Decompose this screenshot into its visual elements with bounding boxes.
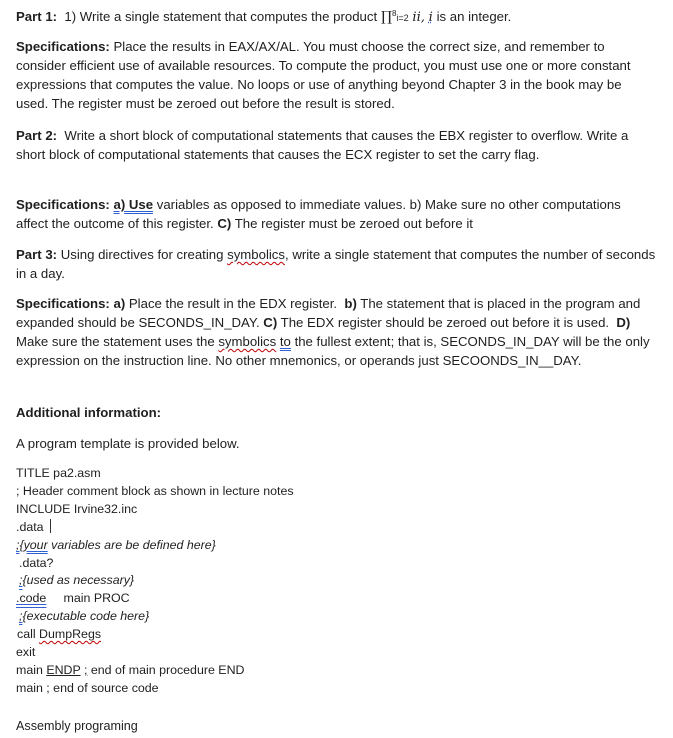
part2-spec-label: Specifications: xyxy=(16,197,110,212)
part3-label: Part 3: xyxy=(16,247,58,262)
code-template xyxy=(16,465,656,698)
code-endp-semicolon: ; xyxy=(83,662,88,677)
part1-spec-text: Place the results in EAX/AX/AL. You must choose the correct size, and remember to consider efficient use of available resources. To compute the product, you must use one or more constant expressions that computes the value. No loops or use of anything beyond Chapter 3 in the book may be used. The register must be zeroed out before the result is stored. xyxy=(16,39,631,111)
part3-c-text: The EDX register should be zeroed out before it is used. xyxy=(280,315,610,330)
product-var-i: i xyxy=(428,10,433,25)
code-used-line xyxy=(16,572,656,590)
code-code-line xyxy=(16,590,656,608)
code-data-q: .data? xyxy=(19,555,54,570)
product-symbol: ∏ xyxy=(380,9,392,25)
additional-heading: Additional information: xyxy=(16,405,162,420)
code-vars-semicolon: ;{ xyxy=(16,537,24,552)
code-call-line xyxy=(16,626,656,644)
part1-tail: is an integer. xyxy=(436,9,512,24)
code-exec-semicolon: ; xyxy=(19,609,23,624)
code-code-kw: .code xyxy=(16,591,47,606)
part1-label: Part 1: xyxy=(16,9,58,24)
code-endp: ENDP xyxy=(46,662,81,677)
code-data-line xyxy=(16,519,656,537)
code-vars-your: your xyxy=(23,537,48,552)
part3-symbolics: symbolics xyxy=(227,247,285,262)
part2-spec-c-text: The register must be zeroed out before it xyxy=(234,216,473,231)
part1-intro: 1) Write a single statement that computes the product xyxy=(64,9,378,24)
part3-question xyxy=(16,245,656,283)
code-vars-rest: variables are be defined here} xyxy=(51,537,216,552)
part3-d-text-before: Make sure the statement uses the xyxy=(16,334,215,349)
code-header: ; Header comment block as shown in lecture notes xyxy=(16,483,294,498)
part3-d-to: to xyxy=(279,334,291,349)
part2-spec-a-label: a) Use xyxy=(113,197,154,212)
part3-a-text: Place the result in the EDX register. xyxy=(128,296,338,311)
part1-specifications xyxy=(16,37,656,113)
part3-d-label: D) xyxy=(616,315,631,330)
part2-specifications xyxy=(16,195,656,233)
part3-d-symbolics: symbolics xyxy=(218,334,277,349)
code-endp-rest: end of main procedure END xyxy=(90,662,245,677)
part2-spec-c-label: C) xyxy=(217,216,232,231)
code-call-kw: call xyxy=(17,627,36,642)
part3-d-text-after: the fullest extent; that is, SECONDS_IN_DAY will be the only expression on the instruction line. No other mnemonics, or operands just SECOONDS_IN__DAY. xyxy=(16,334,650,368)
part2-text: Write a short block of computational statements that causes the EBX register to overflow. Write a short block of computational statements that causes the ECX register to set the carry flag. xyxy=(16,128,629,162)
code-exit: exit xyxy=(16,645,36,660)
part2-label: Part 2: xyxy=(16,128,58,143)
part3-b-text: The statement that is placed in the program and expanded should be SECONDS_IN_DAY. xyxy=(16,296,641,330)
part2-question xyxy=(16,126,656,164)
code-used-semicolon: ; xyxy=(19,573,23,588)
part3-specifications xyxy=(16,294,656,370)
code-dumpregs: DumpRegs xyxy=(39,627,102,642)
product-upper: 8 xyxy=(391,9,397,18)
code-exec-rest: {executable code here} xyxy=(22,609,150,624)
product-term: ii, xyxy=(412,10,425,25)
part2-spec-a-text: variables as opposed to immediate values. b) Make sure no other computations affect the outcome of this register. xyxy=(16,197,621,231)
code-endp-line xyxy=(16,662,656,680)
code-data: .data xyxy=(16,519,44,534)
footer-text: Assembly programing xyxy=(16,719,138,733)
part3-a-label: a) xyxy=(113,296,126,311)
template-intro: A program template is provided below. xyxy=(16,436,240,451)
part1-question xyxy=(16,4,656,28)
code-used-rest: {used as necessary} xyxy=(22,573,135,588)
part3-text-after: , write a single statement that computes the number of seconds in a day. xyxy=(16,247,656,281)
text-cursor xyxy=(50,519,51,533)
code-main-end: main ; end of source code xyxy=(16,680,159,695)
code-include: INCLUDE Irvine32.inc xyxy=(16,501,138,516)
part3-b-label: b) xyxy=(344,296,357,311)
part1-spec-label: Specifications: xyxy=(16,39,110,54)
part3-spec-label: Specifications: xyxy=(16,296,110,311)
code-main-proc: main PROC xyxy=(63,591,130,606)
code-exec-line xyxy=(16,608,656,626)
part3-c-label: C) xyxy=(263,315,278,330)
code-vars-line xyxy=(16,537,656,555)
product-lower: i=2 xyxy=(396,13,409,23)
part3-text-before: Using directives for creating xyxy=(60,247,224,262)
code-title: TITLE pa2.asm xyxy=(16,466,101,480)
code-main-kw: main xyxy=(16,662,43,677)
